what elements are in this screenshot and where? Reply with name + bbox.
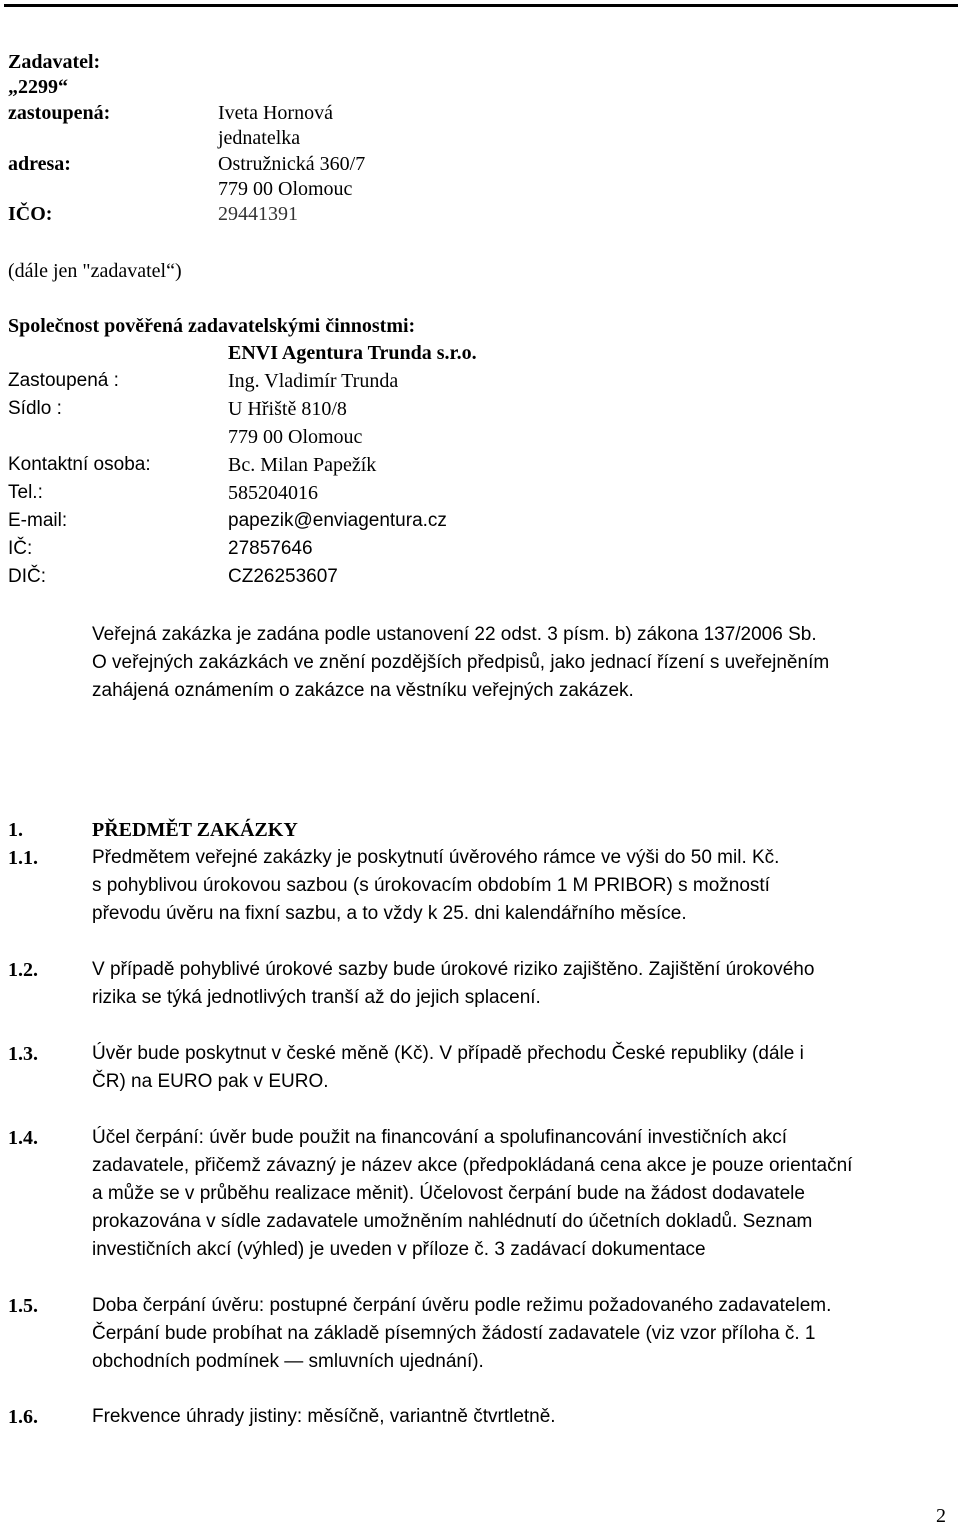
- item-text-line: investičních akcí (výhled) je uveden v příloze č. 3 zadávací dokumentace: [92, 1239, 706, 1260]
- item-text-line: ČR) na EURO pak v EURO.: [92, 1071, 329, 1092]
- intro-line-1: Veřejná zakázka je zadána podle ustanovení 22 odst. 3 písm. b) zákona 137/2006 Sb.: [92, 624, 817, 645]
- item-number: 1.5.: [8, 1295, 38, 1317]
- zastoupena-role: jednatelka: [218, 127, 301, 149]
- tel-value: 585204016: [228, 482, 318, 504]
- item-text-line: V případě pohyblivé úrokové sazby bude úrokové riziko zajištěno. Zajištění úrokového: [92, 959, 815, 980]
- item-text-line: Doba čerpání úvěru: postupné čerpání úvěru podle režimu požadovaného zadavatelem.: [92, 1295, 832, 1316]
- item-text-line: prokazována v sídle zadavatele umožněním nahlédnutí do účetních dokladů. Seznam: [92, 1211, 813, 1232]
- item-number: 1.6.: [8, 1406, 38, 1428]
- item-text-line: Frekvence úhrady jistiny: měsíčně, variantně čtvrtletně.: [92, 1406, 556, 1427]
- item-text-line: Čerpání bude probíhat na základě písemných žádostí zadavatele (viz vzor příloha č. 1: [92, 1323, 816, 1344]
- kontakt-value: Bc. Milan Papežík: [228, 454, 377, 476]
- spol-zastoupena-label: Zastoupená :: [8, 370, 119, 391]
- page-number: 2: [936, 1505, 946, 1527]
- email-label: E-mail:: [8, 510, 68, 531]
- zadavatel-name: „2299“: [8, 76, 68, 98]
- item-text-line: Úvěr bude poskytnut v české měně (Kč). V případě přechodu České republiky (dále i: [92, 1043, 804, 1064]
- spolecnost-heading: Společnost pověřená zadavatelskými činnostmi:: [8, 315, 416, 337]
- dale-jen-text: (dále jen "zadavatel“): [8, 260, 182, 282]
- ico-label: IČO:: [8, 203, 53, 225]
- item-text-line: převodu úvěru na fixní sazbu, a to vždy k 25. dni kalendářního měsíce.: [92, 903, 687, 924]
- top-rule: [4, 4, 958, 7]
- item-number: 1.4.: [8, 1127, 38, 1149]
- email-value[interactable]: papezik@enviagentura.cz: [228, 510, 447, 531]
- zadavatel-heading: Zadavatel:: [8, 51, 101, 73]
- kontakt-label: Kontaktní osoba:: [8, 454, 151, 475]
- ic-value: 27857646: [228, 538, 313, 559]
- spol-zastoupena-value: Ing. Vladimír Trunda: [228, 370, 399, 392]
- adresa-label: adresa:: [8, 153, 71, 175]
- intro-line-3: zahájená oznámením o zakázce na věstníku veřejných zakázek.: [92, 680, 634, 701]
- dic-value: CZ26253607: [228, 566, 338, 587]
- item-number: 1.2.: [8, 959, 38, 981]
- zastoupena-name: Iveta Hornová: [218, 102, 333, 124]
- item-text-line: Předmětem veřejné zakázky je poskytnutí úvěrového rámce ve výši do 50 mil. Kč.: [92, 847, 780, 868]
- sidlo-label: Sídlo :: [8, 398, 62, 419]
- section-number: 1.: [8, 819, 23, 841]
- item-number: 1.3.: [8, 1043, 38, 1065]
- dic-label: DIČ:: [8, 566, 46, 587]
- item-text-line: zadavatele, přičemž závazný je název akce (předpokládaná cena akce je pouze orientační: [92, 1155, 853, 1176]
- ico-value: 29441391: [218, 203, 298, 225]
- intro-line-2: O veřejných zakázkách ve znění pozdějších předpisů, jako jednací řízení s uveřejněním: [92, 652, 830, 673]
- item-text-line: obchodních podmínek — smluvních ujednání).: [92, 1351, 484, 1372]
- item-text-line: s pohyblivou úrokovou sazbou (s úrokovacím obdobím 1 M PRIBOR) s možností: [92, 875, 770, 896]
- tel-label: Tel.:: [8, 482, 43, 503]
- adresa-line1: Ostružnická 360/7: [218, 153, 366, 175]
- sidlo-line1: U Hřiště 810/8: [228, 398, 347, 420]
- item-text-line: a může se v průběhu realizace měnit). Účelovost čerpání bude na žádost dodavatele: [92, 1183, 805, 1204]
- sidlo-line2: 779 00 Olomouc: [228, 426, 363, 448]
- spolecnost-name: ENVI Agentura Trunda s.r.o.: [228, 342, 477, 364]
- item-text-line: rizika se týká jednotlivých tranší až do jejich splacení.: [92, 987, 541, 1008]
- adresa-line2: 779 00 Olomouc: [218, 178, 353, 200]
- ic-label: IČ:: [8, 538, 33, 559]
- item-text-line: Účel čerpání: úvěr bude použit na financování a spolufinancování investičních akcí: [92, 1127, 787, 1148]
- section-title: PŘEDMĚT ZAKÁZKY: [92, 819, 298, 841]
- zastoupena-label: zastoupená:: [8, 102, 111, 124]
- item-number: 1.1.: [8, 847, 38, 869]
